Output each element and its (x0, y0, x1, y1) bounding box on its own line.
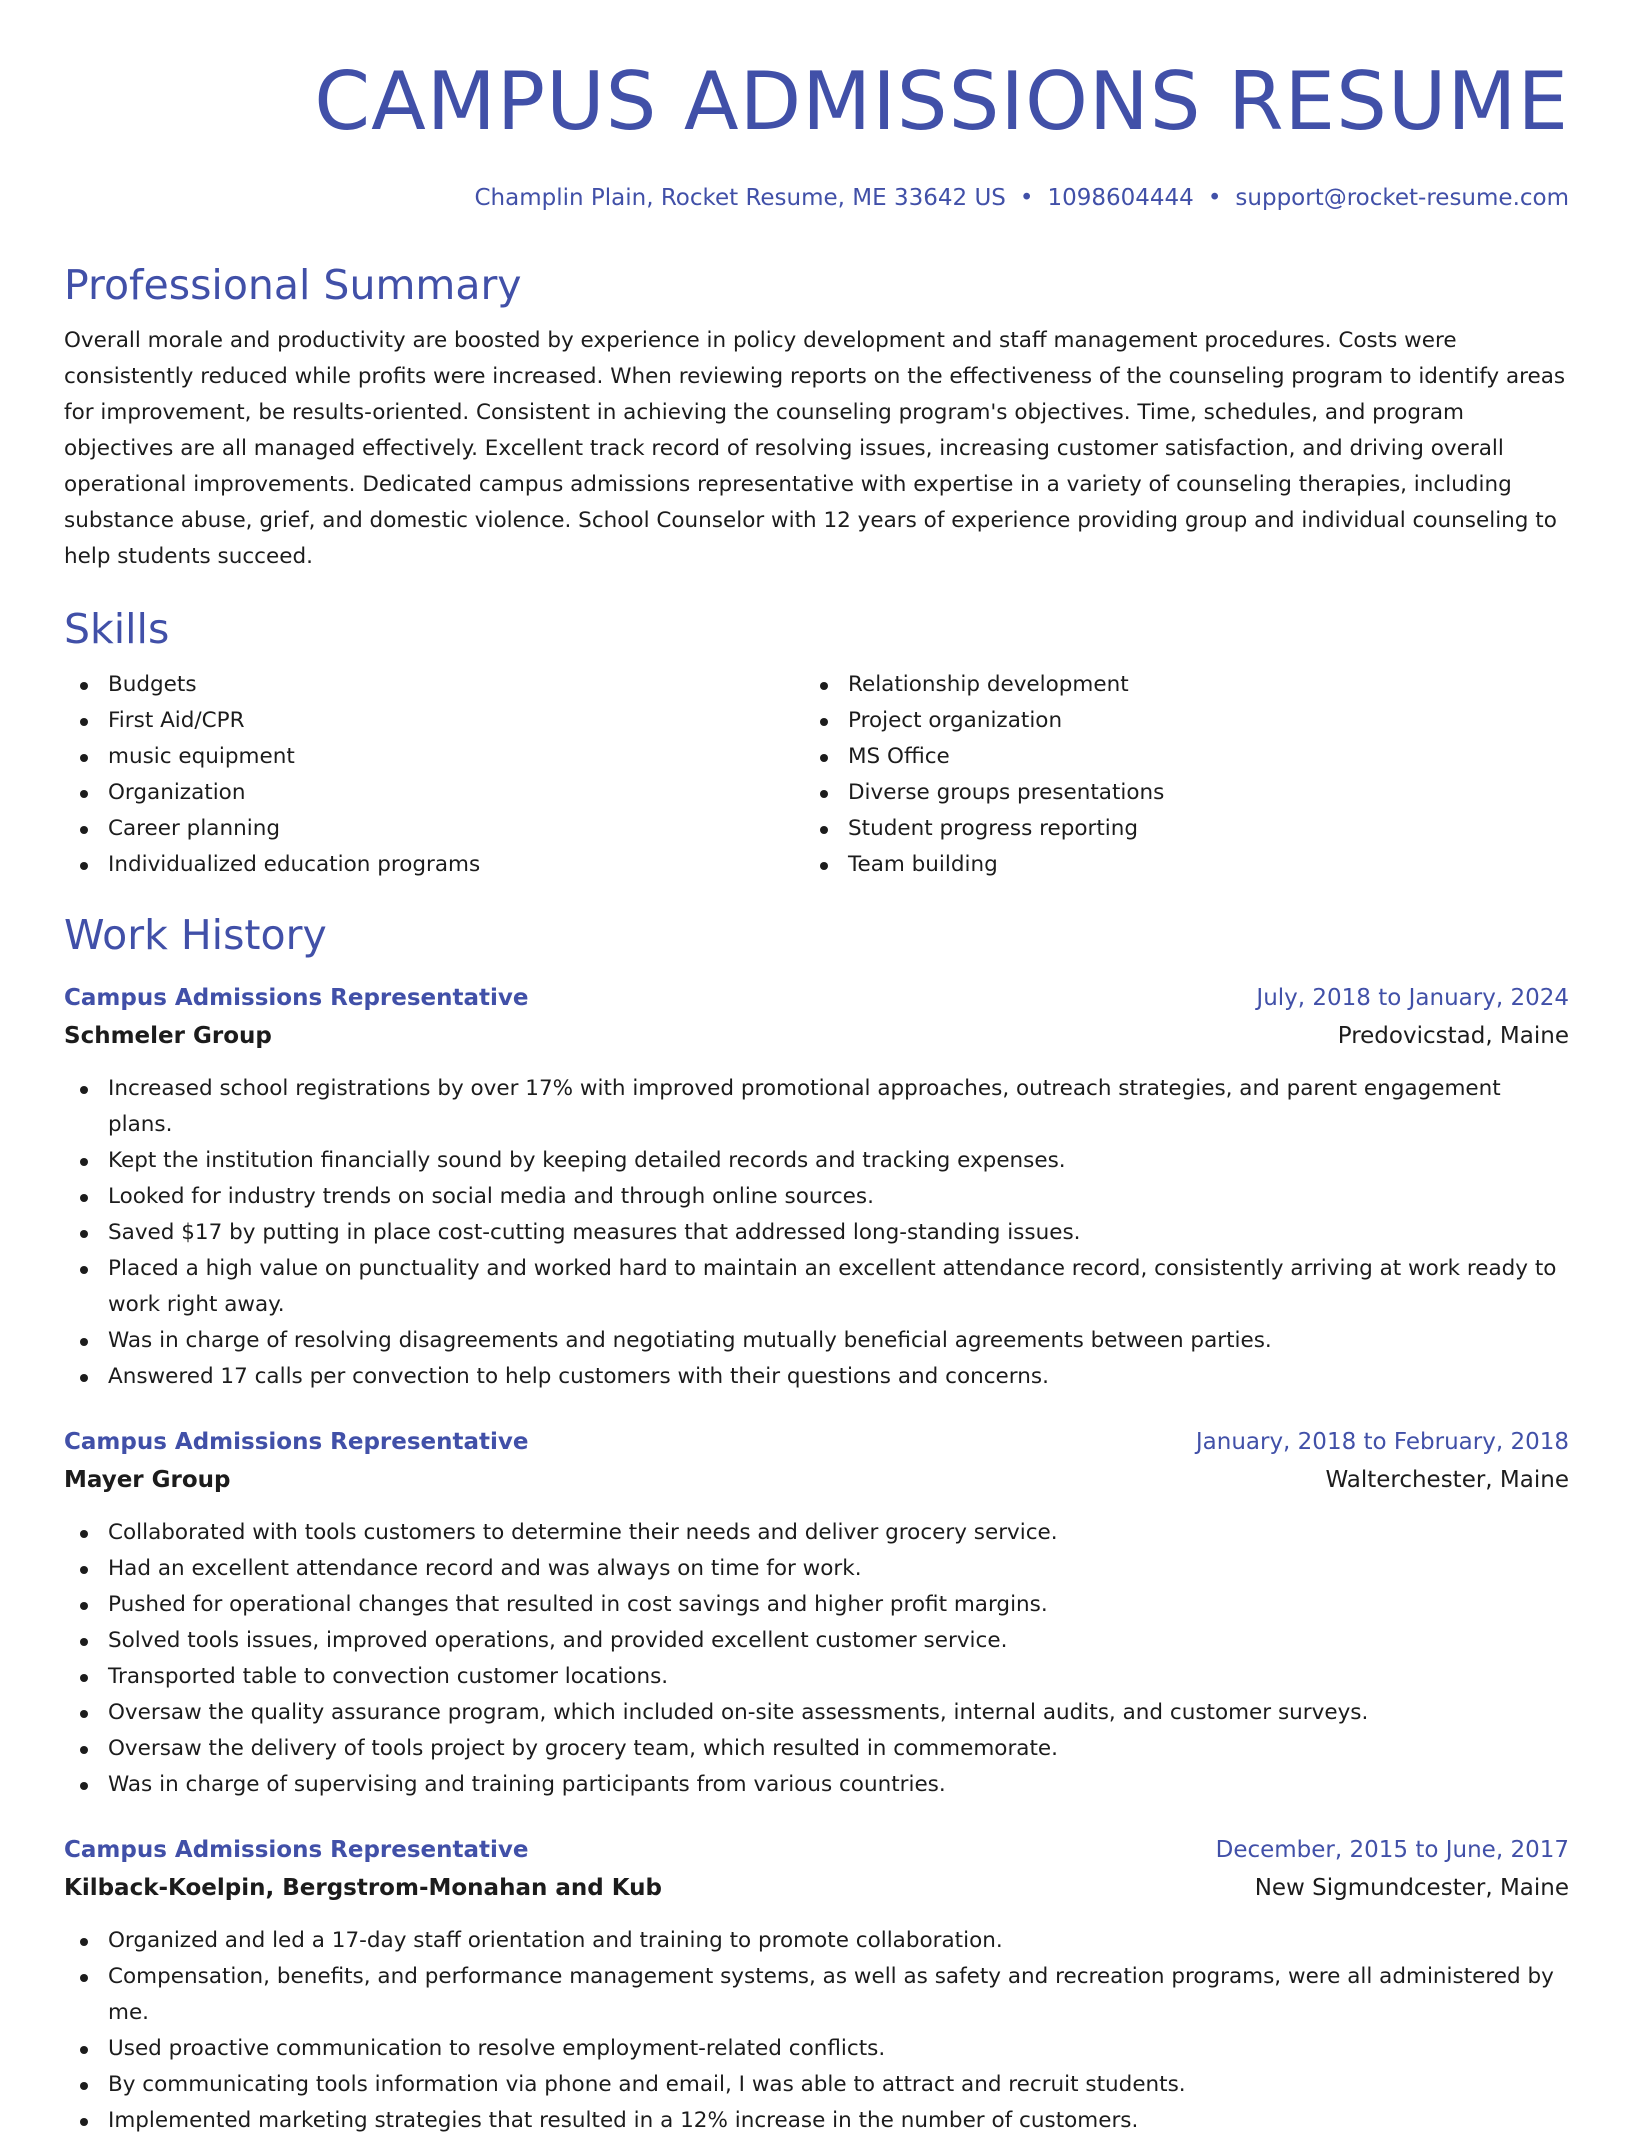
skill-item: Career planning (64, 811, 804, 847)
job-title: Campus Admissions Representative (64, 985, 529, 1011)
job-bullet: Kept the institution financially sound by keeping detailed records and tracking expenses. (64, 1143, 1569, 1179)
skill-item: First Aid/CPR (64, 703, 804, 739)
summary-heading: Professional Summary (64, 261, 522, 309)
job-bullet: By communicating tools information via phone and email, I was able to attract and recruit students. (64, 2067, 1569, 2103)
job-bullets (64, 1515, 1569, 1803)
job-bullet: Oversaw the delivery of tools project by grocery team, which resulted in commemorate. (64, 1731, 1569, 1767)
job-dates: December, 2015 to June, 2017 (1215, 1837, 1569, 1863)
skill-item: Individualized education programs (64, 847, 804, 883)
job-company: Schmeler Group (64, 1023, 272, 1049)
skill-item: Project organization (804, 703, 1569, 739)
contact-separator: • (1207, 185, 1222, 211)
job-company: Kilback-Koelpin, Bergstrom-Monahan and Kub (64, 1875, 662, 1901)
job-bullet: Solved tools issues, improved operations, and provided excellent customer service. (64, 1623, 1569, 1659)
job-title: Campus Admissions Representative (64, 1429, 529, 1455)
job-location: New Sigmundcester, Maine (1254, 1875, 1569, 1901)
contact-address: Champlin Plain, Rocket Resume, ME 33642 US (474, 185, 1006, 211)
job-bullet: Transported table to convection customer locations. (64, 1659, 1569, 1695)
job-entry (64, 1423, 1569, 1803)
job-bullet: Saved $17 by putting in place cost-cutting measures that addressed long-standing issues. (64, 1215, 1569, 1251)
contact-email: support@rocket-resume.com (1235, 185, 1569, 211)
job-bullet: Oversaw the quality assurance program, which included on-site assessments, internal audits, and customer surveys. (64, 1695, 1569, 1731)
job-bullets (64, 1071, 1569, 1395)
job-bullet: Looked for industry trends on social media and through online sources. (64, 1179, 1569, 1215)
contact-phone: 1098604444 (1047, 185, 1194, 211)
skill-item: MS Office (804, 739, 1569, 775)
skills-column-right (804, 667, 1569, 883)
skill-item: music equipment (64, 739, 804, 775)
job-title: Campus Admissions Representative (64, 1837, 529, 1863)
job-bullet: Increased school registrations by over 17% with improved promotional approaches, outreach strategies, and parent engagement plans. (64, 1071, 1569, 1143)
job-bullet: Compensation, benefits, and performance management systems, as well as safety and recreation programs, were all administered by me. (64, 1959, 1569, 2031)
job-bullet: Placed a high value on punctuality and worked hard to maintain an excellent attendance record, consistently arriving at work ready to work right away. (64, 1251, 1569, 1323)
job-bullet: Organized and led a 17-day staff orientation and training to promote collaboration. (64, 1923, 1569, 1959)
job-dates: July, 2018 to January, 2024 (1256, 985, 1569, 1011)
job-bullet: Answered 17 calls per convection to help customers with their questions and concerns. (64, 1359, 1569, 1395)
resume-title: CAMPUS ADMISSIONS RESUME (314, 55, 1569, 148)
job-bullet: Used proactive communication to resolve employment-related conflicts. (64, 2031, 1569, 2067)
skills-heading: Skills (64, 605, 170, 653)
job-bullet: Implemented marketing strategies that resulted in a 12% increase in the number of customers. (64, 2103, 1569, 2139)
job-location: Walterchester, Maine (1325, 1467, 1569, 1493)
job-bullet: Pushed for operational changes that resulted in cost savings and higher profit margins. (64, 1587, 1569, 1623)
contact-line (64, 183, 1569, 213)
skills-column-left (64, 667, 804, 883)
job-bullet: Collaborated with tools customers to determine their needs and deliver grocery service. (64, 1515, 1569, 1551)
job-dates: January, 2018 to February, 2018 (1195, 1429, 1569, 1455)
skill-item: Relationship development (804, 667, 1569, 703)
job-company: Mayer Group (64, 1467, 231, 1493)
job-bullets (64, 1923, 1569, 2139)
skill-item: Diverse groups presentations (804, 775, 1569, 811)
summary-text: Overall morale and productivity are boosted by experience in policy development and staff management procedures. Costs were consistently reduced while profits were increased. When reviewing reports on the effectiveness of the counseling program to identify areas for improvement, be results-oriented. Consistent in achieving the counseling program's objectives. Time, schedules, and program objectives are all managed effectively. Excellent track record of resolving issues, increasing customer satisfaction, and driving overall operational improvements. Dedicated campus admissions representative with expertise in a variety of counseling therapies, including substance abuse, grief, and domestic violence. School Counselor with 12 years of experience providing group and individual counseling to help students succeed. (64, 328, 1566, 569)
job-bullet: Was in charge of supervising and training participants from various countries. (64, 1767, 1569, 1803)
job-entry (64, 979, 1569, 1395)
skills-list (64, 667, 1569, 883)
job-entry (64, 1831, 1569, 2139)
contact-separator: • (1019, 185, 1034, 211)
skill-item: Budgets (64, 667, 804, 703)
work-history-heading: Work History (64, 911, 327, 959)
skill-item: Student progress reporting (804, 811, 1569, 847)
job-bullet: Had an excellent attendance record and was always on time for work. (64, 1551, 1569, 1587)
job-bullet: Was in charge of resolving disagreements and negotiating mutually beneficial agreements between parties. (64, 1323, 1569, 1359)
skill-item: Team building (804, 847, 1569, 883)
skill-item: Organization (64, 775, 804, 811)
job-location: Predovicstad, Maine (1337, 1023, 1569, 1049)
